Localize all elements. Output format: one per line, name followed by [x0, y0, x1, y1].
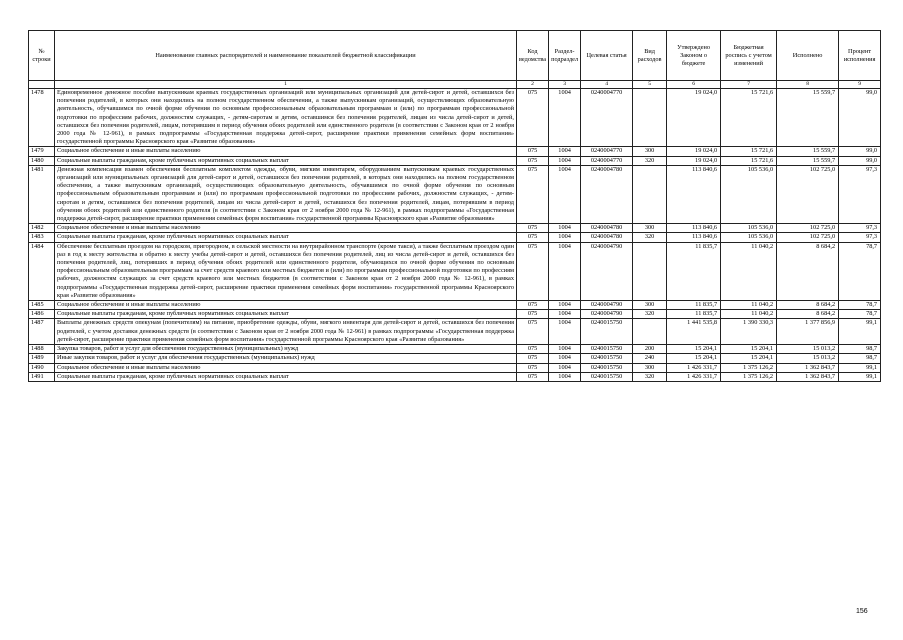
- executed-amount-cell: 8 684,2: [777, 310, 839, 319]
- target-article-cell: 0240004780: [581, 224, 633, 233]
- row-name-cell: Социальное обеспечение и иные выплаты населению: [55, 147, 517, 156]
- target-article-cell: 0240015750: [581, 363, 633, 372]
- table-row: [29, 156, 881, 165]
- execution-percent-cell: 99,0: [839, 89, 881, 147]
- approved-amount-cell: 1 426 331,7: [667, 363, 721, 372]
- header-row: [29, 31, 881, 81]
- target-article-cell: 0240004770: [581, 89, 633, 147]
- target-article-cell: 0240015750: [581, 345, 633, 354]
- table-row: [29, 319, 881, 345]
- department-code-cell: 075: [517, 310, 549, 319]
- department-code-cell: 075: [517, 372, 549, 381]
- executed-amount-cell: 15 013,2: [777, 354, 839, 363]
- expense-type-cell: [633, 165, 667, 223]
- department-code-cell: 075: [517, 233, 549, 242]
- target-article-cell: 0240004790: [581, 301, 633, 310]
- executed-amount-cell: 1 362 843,7: [777, 363, 839, 372]
- column-index-cell: 2: [517, 81, 549, 89]
- target-article-cell: 0240015750: [581, 354, 633, 363]
- column-index-cell: 1: [55, 81, 517, 89]
- row-number-cell: 1480: [29, 156, 55, 165]
- header-approved: Утверждено Законом о бюджете: [667, 31, 721, 81]
- table-row: [29, 372, 881, 381]
- row-number-cell: 1485: [29, 301, 55, 310]
- department-code-cell: 075: [517, 319, 549, 345]
- budget-schedule-cell: 11 040,2: [721, 301, 777, 310]
- row-number-cell: 1491: [29, 372, 55, 381]
- table-row: [29, 89, 881, 147]
- section-cell: 1004: [549, 242, 581, 300]
- row-number-cell: 1478: [29, 89, 55, 147]
- approved-amount-cell: 15 204,1: [667, 354, 721, 363]
- budget-schedule-cell: 15 721,6: [721, 147, 777, 156]
- header-executed: Исполнено: [777, 31, 839, 81]
- section-cell: 1004: [549, 147, 581, 156]
- execution-percent-cell: 98,7: [839, 354, 881, 363]
- column-index-cell: 6: [667, 81, 721, 89]
- expense-type-cell: [633, 89, 667, 147]
- row-number-cell: 1481: [29, 165, 55, 223]
- approved-amount-cell: 19 024,0: [667, 156, 721, 165]
- row-number-cell: 1484: [29, 242, 55, 300]
- table-row: [29, 147, 881, 156]
- header-execution-percent: Процент исполнения: [839, 31, 881, 81]
- target-article-cell: 0240004780: [581, 233, 633, 242]
- department-code-cell: 075: [517, 224, 549, 233]
- page-number: 156: [856, 608, 868, 615]
- department-code-cell: 075: [517, 301, 549, 310]
- table-row: [29, 363, 881, 372]
- header-budget-schedule: Бюджетная роспись с учетом изменений: [721, 31, 777, 81]
- budget-schedule-cell: 15 204,1: [721, 345, 777, 354]
- section-cell: 1004: [549, 156, 581, 165]
- expense-type-cell: 320: [633, 233, 667, 242]
- section-cell: 1004: [549, 319, 581, 345]
- section-cell: 1004: [549, 372, 581, 381]
- section-cell: 1004: [549, 233, 581, 242]
- row-name-cell: Социальное обеспечение и иные выплаты населению: [55, 224, 517, 233]
- budget-schedule-cell: 105 536,0: [721, 165, 777, 223]
- approved-amount-cell: 11 835,7: [667, 310, 721, 319]
- row-number-cell: 1483: [29, 233, 55, 242]
- table-row: [29, 224, 881, 233]
- budget-schedule-cell: 15 721,6: [721, 89, 777, 147]
- executed-amount-cell: 15 013,2: [777, 345, 839, 354]
- budget-schedule-cell: 1 390 330,3: [721, 319, 777, 345]
- column-index-cell: 3: [549, 81, 581, 89]
- table-row: [29, 345, 881, 354]
- execution-percent-cell: 97,3: [839, 224, 881, 233]
- budget-schedule-cell: 1 375 126,2: [721, 363, 777, 372]
- row-name-cell: Социальные выплаты гражданам, кроме публичных нормативных социальных выплат: [55, 372, 517, 381]
- row-number-cell: 1487: [29, 319, 55, 345]
- row-name-cell: Закупка товаров, работ и услуг для обеспечения государственных (муниципальных) нужд: [55, 345, 517, 354]
- target-article-cell: 0240015750: [581, 319, 633, 345]
- header-expense-type: Вид расходов: [633, 31, 667, 81]
- header-section: Раздел-подраздел: [549, 31, 581, 81]
- row-name-cell: Социальные выплаты гражданам, кроме публичных нормативных социальных выплат: [55, 233, 517, 242]
- executed-amount-cell: 1 362 843,7: [777, 372, 839, 381]
- executed-amount-cell: 15 559,7: [777, 89, 839, 147]
- execution-percent-cell: 78,7: [839, 242, 881, 300]
- approved-amount-cell: 113 840,6: [667, 224, 721, 233]
- section-cell: 1004: [549, 89, 581, 147]
- department-code-cell: 075: [517, 156, 549, 165]
- section-cell: 1004: [549, 301, 581, 310]
- expense-type-cell: 200: [633, 345, 667, 354]
- section-cell: 1004: [549, 363, 581, 372]
- expense-type-cell: 320: [633, 372, 667, 381]
- execution-percent-cell: 99,1: [839, 372, 881, 381]
- target-article-cell: 0240004780: [581, 165, 633, 223]
- expense-type-cell: 240: [633, 354, 667, 363]
- header-target-article: Целевая статья: [581, 31, 633, 81]
- execution-percent-cell: 97,3: [839, 165, 881, 223]
- approved-amount-cell: 11 835,7: [667, 301, 721, 310]
- column-index-cell: 5: [633, 81, 667, 89]
- executed-amount-cell: 1 377 856,9: [777, 319, 839, 345]
- expense-type-cell: [633, 242, 667, 300]
- row-name-cell: Социальные выплаты гражданам, кроме публичных нормативных социальных выплат: [55, 156, 517, 165]
- executed-amount-cell: 102 725,0: [777, 224, 839, 233]
- budget-execution-table: [28, 30, 881, 382]
- approved-amount-cell: 113 840,6: [667, 233, 721, 242]
- column-index-cell: 9: [839, 81, 881, 89]
- target-article-cell: 0240004770: [581, 147, 633, 156]
- target-article-cell: 0240015750: [581, 372, 633, 381]
- column-index-cell: 8: [777, 81, 839, 89]
- table-row: [29, 233, 881, 242]
- approved-amount-cell: 15 204,1: [667, 345, 721, 354]
- row-number-cell: 1489: [29, 354, 55, 363]
- approved-amount-cell: 1 426 331,7: [667, 372, 721, 381]
- column-index-cell: [29, 81, 55, 89]
- row-number-cell: 1482: [29, 224, 55, 233]
- row-name-cell: Обеспечение бесплатным проездом на городском, пригородном, в сельской местности на внутрирайонном транспорте (кроме такси), а также бесплатным проездом один раз в год к месту жительства и обратно к месту учебы детей-сирот и детей, оставшихся без попечения родителей, лиц из числа детей-сирот и детей, оставшихся без попечения родителей, лиц, потерявших в период обучения обоих родителей или единственного родителя, обучающихся по очной форме обучения по основным профессиональным образовательным программам за счет средств краевого или местных бюджетов и (или) по программам профессиональной подготовки по профессиям рабочих, должностям служащих за счет средств краевого или местных бюджетов (в соответствии с Законом края от 2 ноября 2000 года № 12-961), в рамках подпрограммы «Государственная поддержка детей-сирот, расширение практики применения семейных форм воспитания» государственной программы Красноярского края «Развитие образования»: [55, 242, 517, 300]
- budget-schedule-cell: 105 536,0: [721, 224, 777, 233]
- target-article-cell: 0240004770: [581, 156, 633, 165]
- target-article-cell: 0240004790: [581, 310, 633, 319]
- budget-schedule-cell: 105 536,0: [721, 233, 777, 242]
- row-name-cell: Выплаты денежных средств опекунам (попечителям) на питание, приобретение одежды, обуви, мягкого инвентаря для детей-сирот и детей, оставшихся без попечения родителей, с учетом доставки денежных средств (в соответствии с Законом края от 2 ноября 2000 года № 12-961) в рамках подпрограммы «Государственная поддержка детей-сирот, расширение практики применения семейных форм воспитания» государственной программы Красноярского края «Развитие образования»: [55, 319, 517, 345]
- row-number-cell: 1490: [29, 363, 55, 372]
- table-row: [29, 354, 881, 363]
- row-number-cell: 1479: [29, 147, 55, 156]
- table-row: [29, 165, 881, 223]
- department-code-cell: 075: [517, 345, 549, 354]
- budget-schedule-cell: 1 375 126,2: [721, 372, 777, 381]
- department-code-cell: 075: [517, 242, 549, 300]
- executed-amount-cell: 8 684,2: [777, 301, 839, 310]
- execution-percent-cell: 78,7: [839, 301, 881, 310]
- department-code-cell: 075: [517, 89, 549, 147]
- expense-type-cell: 320: [633, 156, 667, 165]
- budget-schedule-cell: 15 204,1: [721, 354, 777, 363]
- executed-amount-cell: 102 725,0: [777, 165, 839, 223]
- execution-percent-cell: 97,3: [839, 233, 881, 242]
- expense-type-cell: 300: [633, 301, 667, 310]
- table-row: [29, 310, 881, 319]
- row-name-cell: Социальное обеспечение и иные выплаты населению: [55, 363, 517, 372]
- expense-type-cell: [633, 319, 667, 345]
- executed-amount-cell: 15 559,7: [777, 156, 839, 165]
- row-name-cell: Единовременное денежное пособие выпускникам краевых государственных организаций или муниципальных организаций для детей-сирот и детей, оставшихся без попечения родителей, в которых они находились на полном государственном обеспечении, а также выпускникам организаций, осуществляющих образовательную деятельность, обучавшимся по очной форме обучения по основным профессиональным образовательным программам и (или) по программам профессиональной подготовки по профессиям рабочих, должностям служащих, - детям-сиротам и детям, оставшимся без попечения родителей, лицам из числа детей-сирот и детей, оставшихся без попечения родителей, лицам, потерявшим в период обучения обоих родителей или единственного родителя (в соответствии с Законом края от 2 ноября 2000 года № 12-961), в рамках подпрограммы «Государственная поддержка детей-сирот, расширение практики применения семейных форм воспитания» государственной программы Красноярского края «Развитие образования»: [55, 89, 517, 147]
- approved-amount-cell: 11 835,7: [667, 242, 721, 300]
- section-cell: 1004: [549, 224, 581, 233]
- header-department-code: Код ведомства: [517, 31, 549, 81]
- approved-amount-cell: 1 441 535,8: [667, 319, 721, 345]
- executed-amount-cell: 8 684,2: [777, 242, 839, 300]
- department-code-cell: 075: [517, 147, 549, 156]
- section-cell: 1004: [549, 310, 581, 319]
- approved-amount-cell: 113 840,6: [667, 165, 721, 223]
- budget-schedule-cell: 11 040,2: [721, 242, 777, 300]
- budget-schedule-cell: 11 040,2: [721, 310, 777, 319]
- execution-percent-cell: 99,1: [839, 363, 881, 372]
- section-cell: 1004: [549, 165, 581, 223]
- execution-percent-cell: 99,0: [839, 147, 881, 156]
- execution-percent-cell: 99,1: [839, 319, 881, 345]
- section-cell: 1004: [549, 354, 581, 363]
- expense-type-cell: 300: [633, 363, 667, 372]
- table-row: [29, 301, 881, 310]
- section-cell: 1004: [549, 345, 581, 354]
- executed-amount-cell: 15 559,7: [777, 147, 839, 156]
- executed-amount-cell: 102 725,0: [777, 233, 839, 242]
- column-index-cell: 4: [581, 81, 633, 89]
- column-index-cell: 7: [721, 81, 777, 89]
- execution-percent-cell: 99,0: [839, 156, 881, 165]
- row-number-cell: 1488: [29, 345, 55, 354]
- row-name-cell: Социальные выплаты гражданам, кроме публичных нормативных социальных выплат: [55, 310, 517, 319]
- row-name-cell: Социальное обеспечение и иные выплаты населению: [55, 301, 517, 310]
- row-number-cell: 1486: [29, 310, 55, 319]
- column-index-row: [29, 81, 881, 89]
- department-code-cell: 075: [517, 165, 549, 223]
- row-name-cell: Денежная компенсация взамен обеспечения бесплатным комплектом одежды, обуви, мягким инвентарем, оборудованием выпускникам краевых государственных организаций или муниципальных организаций для детей-сирот и детей, оставшихся без попечения родителей, в которых они находились на полном государственном обеспечении, а также выпускникам организаций, осуществляющих образовательную деятельность, обучавшимся по очной форме обучения по основным профессиональным образовательным программам и (или) по программам профессиональной подготовки по профессиям рабочих, должностям служащих, - детям-сиротам и детям, оставшимся без попечения родителей, лицам из числа детей-сирот и детей, оставшихся без попечения родителей, лицам, потерявшим в период обучения обоих родителей или единственного родителя (в соответствии с Законом края от 2 ноября 2000 года № 12-961), в рамках подпрограммы «Государственная поддержка детей-сирот, расширение практики применения семейных форм воспитания» государственной программы Красноярского края «Развитие образования»: [55, 165, 517, 223]
- target-article-cell: 0240004790: [581, 242, 633, 300]
- row-name-cell: Иные закупки товаров, работ и услуг для обеспечения государственных (муниципальных) нужд: [55, 354, 517, 363]
- budget-schedule-cell: 15 721,6: [721, 156, 777, 165]
- table-row: [29, 242, 881, 300]
- approved-amount-cell: 19 024,0: [667, 89, 721, 147]
- expense-type-cell: 320: [633, 310, 667, 319]
- approved-amount-cell: 19 024,0: [667, 147, 721, 156]
- header-row-number: № строки: [29, 31, 55, 81]
- expense-type-cell: 300: [633, 147, 667, 156]
- header-name: Наименование главных распорядителей и наименование показателей бюджетной классификации: [55, 31, 517, 81]
- department-code-cell: 075: [517, 363, 549, 372]
- execution-percent-cell: 78,7: [839, 310, 881, 319]
- execution-percent-cell: 98,7: [839, 345, 881, 354]
- expense-type-cell: 300: [633, 224, 667, 233]
- department-code-cell: 075: [517, 354, 549, 363]
